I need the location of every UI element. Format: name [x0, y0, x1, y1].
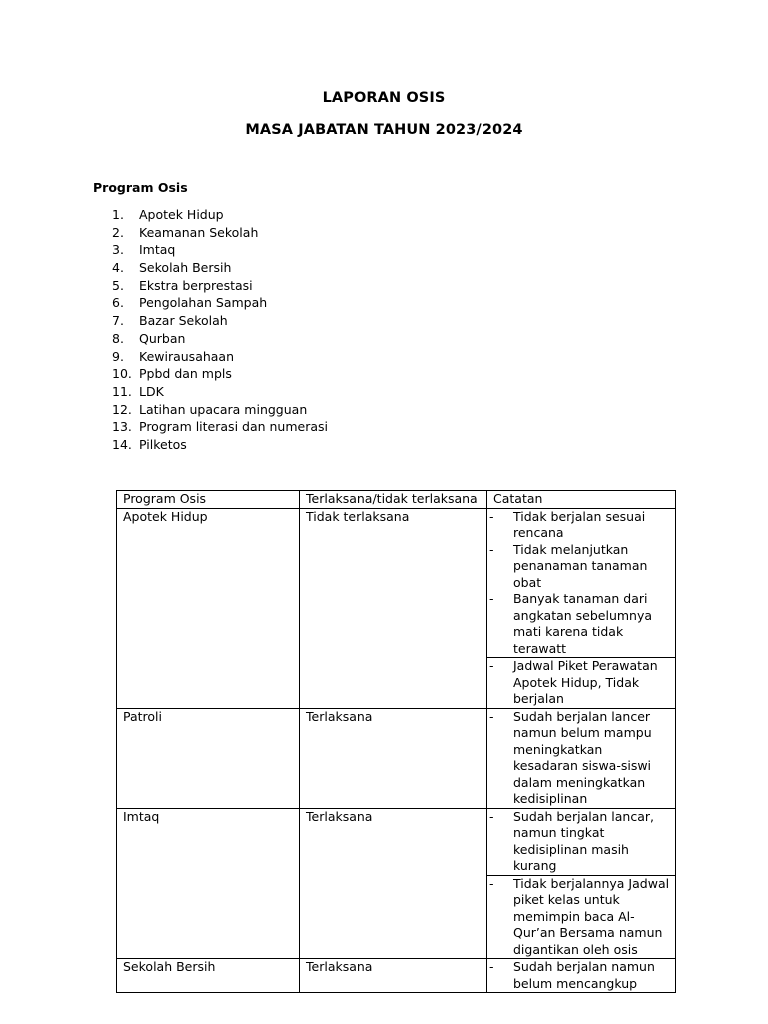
list-item-label: LDK — [139, 383, 164, 399]
note-bullet — [487, 509, 671, 542]
table-body — [117, 508, 676, 993]
list-item — [112, 241, 328, 259]
list-item-label: Latihan upacara mingguan — [139, 401, 308, 417]
list-item — [112, 348, 328, 366]
list-item-label: Sekolah Bersih — [139, 260, 232, 276]
note-bullet — [487, 591, 671, 657]
list-item — [112, 383, 328, 401]
list-item-number: 2. — [112, 224, 124, 240]
dash-marker: - — [489, 959, 494, 974]
list-item-label: Ekstra berprestasi — [139, 277, 253, 293]
list-item-label: Keamanan Sekolah — [139, 224, 259, 240]
list-item-number: 4. — [112, 260, 124, 276]
list-item-label: Apotek Hidup — [139, 207, 224, 222]
list-item-number: 6. — [112, 295, 124, 311]
note-text: Tidak berjalannya Jadwal piket kelas untuk memimpin baca Al-Qur’an Bersama namun digantikan oleh osis — [513, 875, 670, 957]
list-item-number: 12. — [112, 401, 132, 417]
list-item — [112, 330, 328, 348]
list-item-label: Program literasi dan numerasi — [139, 419, 328, 435]
table-row — [117, 708, 676, 808]
note-text: Sudah berjalan lancer namun belum mampu meningkatkan kesadaran siswa-siswi dalam meningkatkan kedisiplinan — [513, 708, 652, 806]
cell-notes — [487, 808, 676, 959]
list-item-label: Kewirausahaan — [139, 348, 235, 364]
header-status: Terlaksana/tidak terlaksana — [300, 491, 487, 509]
note-text: Jadwal Piket Perawatan Apotek Hidup, Tidak berjalan — [513, 658, 658, 706]
dash-marker: - — [489, 708, 494, 724]
note-text: Sudah berjalan lancar, namun tingkat kedisiplinan masih kurang — [513, 808, 654, 873]
cell-notes — [487, 959, 676, 993]
dash-marker: - — [489, 508, 494, 524]
note-text: Tidak melanjutkan penanaman tanaman obat — [513, 541, 648, 590]
list-item — [112, 436, 328, 454]
cell-status: Terlaksana — [300, 959, 487, 993]
list-item — [112, 206, 328, 224]
table-header-row — [117, 491, 676, 509]
report-subtitle: MASA JABATAN TAHUN 2023/2024 — [245, 122, 523, 138]
list-item-number: 8. — [112, 330, 124, 346]
cell-status: Terlaksana — [300, 808, 487, 959]
list-item-number: 14. — [112, 436, 132, 452]
note-bullet — [487, 709, 671, 808]
table-row — [117, 959, 676, 993]
note-bullet — [487, 876, 671, 959]
header-notes: Catatan — [487, 491, 676, 509]
note-block — [487, 509, 675, 658]
program-report-table — [116, 490, 676, 993]
list-item — [112, 418, 328, 436]
note-text: Sudah berjalan namun belum mencangkup — [513, 959, 655, 991]
list-item-number: 9. — [112, 348, 124, 364]
cell-notes — [487, 708, 676, 808]
table-row — [117, 808, 676, 959]
list-item-label: Pilketos — [139, 436, 187, 452]
note-bullet — [487, 959, 671, 992]
dash-marker: - — [489, 808, 494, 824]
cell-program: Patroli — [117, 708, 300, 808]
cell-program: Imtaq — [117, 808, 300, 959]
list-item-label: Ppbd dan mpls — [139, 366, 232, 382]
list-item-number: 3. — [112, 242, 124, 258]
section-heading: Program Osis — [93, 180, 188, 195]
list-item — [112, 224, 328, 242]
list-item-number: 10. — [112, 366, 132, 382]
note-bullet — [487, 542, 671, 592]
list-item — [112, 294, 328, 312]
note-block — [487, 875, 675, 959]
list-item — [112, 277, 328, 295]
dash-marker: - — [489, 875, 494, 891]
list-item-number: 13. — [112, 419, 132, 435]
list-item-label: Bazar Sekolah — [139, 313, 228, 329]
list-item-label: Pengolahan Sampah — [139, 295, 268, 311]
cell-program: Sekolah Bersih — [117, 959, 300, 993]
list-item-label: Qurban — [139, 330, 186, 346]
note-block — [487, 809, 675, 875]
note-block — [487, 959, 675, 992]
note-block — [487, 709, 675, 808]
list-item-label: Imtaq — [139, 242, 176, 258]
dash-marker: - — [489, 658, 494, 673]
cell-status: Terlaksana — [300, 708, 487, 808]
header-program: Program Osis — [117, 491, 300, 509]
list-item — [112, 312, 328, 330]
dash-marker: - — [489, 541, 494, 557]
note-text: Tidak berjalan sesuai rencana — [513, 508, 646, 540]
list-item-number: 5. — [112, 277, 124, 293]
list-item-number: 7. — [112, 313, 124, 329]
list-item-number: 1. — [112, 207, 124, 222]
list-item-number: 11. — [112, 383, 132, 399]
cell-notes — [487, 508, 676, 708]
note-bullet — [487, 658, 671, 708]
list-item — [112, 365, 328, 383]
note-text: Banyak tanaman dari angkatan sebelumnya mati karena tidak terawatt — [513, 591, 653, 656]
note-block — [487, 657, 675, 708]
note-bullet — [487, 809, 671, 875]
cell-status: Tidak terlaksana — [300, 508, 487, 708]
table-row — [117, 508, 676, 708]
cell-program: Apotek Hidup — [117, 508, 300, 708]
report-title: LAPORAN OSIS — [322, 90, 446, 106]
program-list — [112, 206, 328, 454]
list-item — [112, 259, 328, 277]
dash-marker: - — [489, 591, 494, 606]
list-item — [112, 401, 328, 419]
